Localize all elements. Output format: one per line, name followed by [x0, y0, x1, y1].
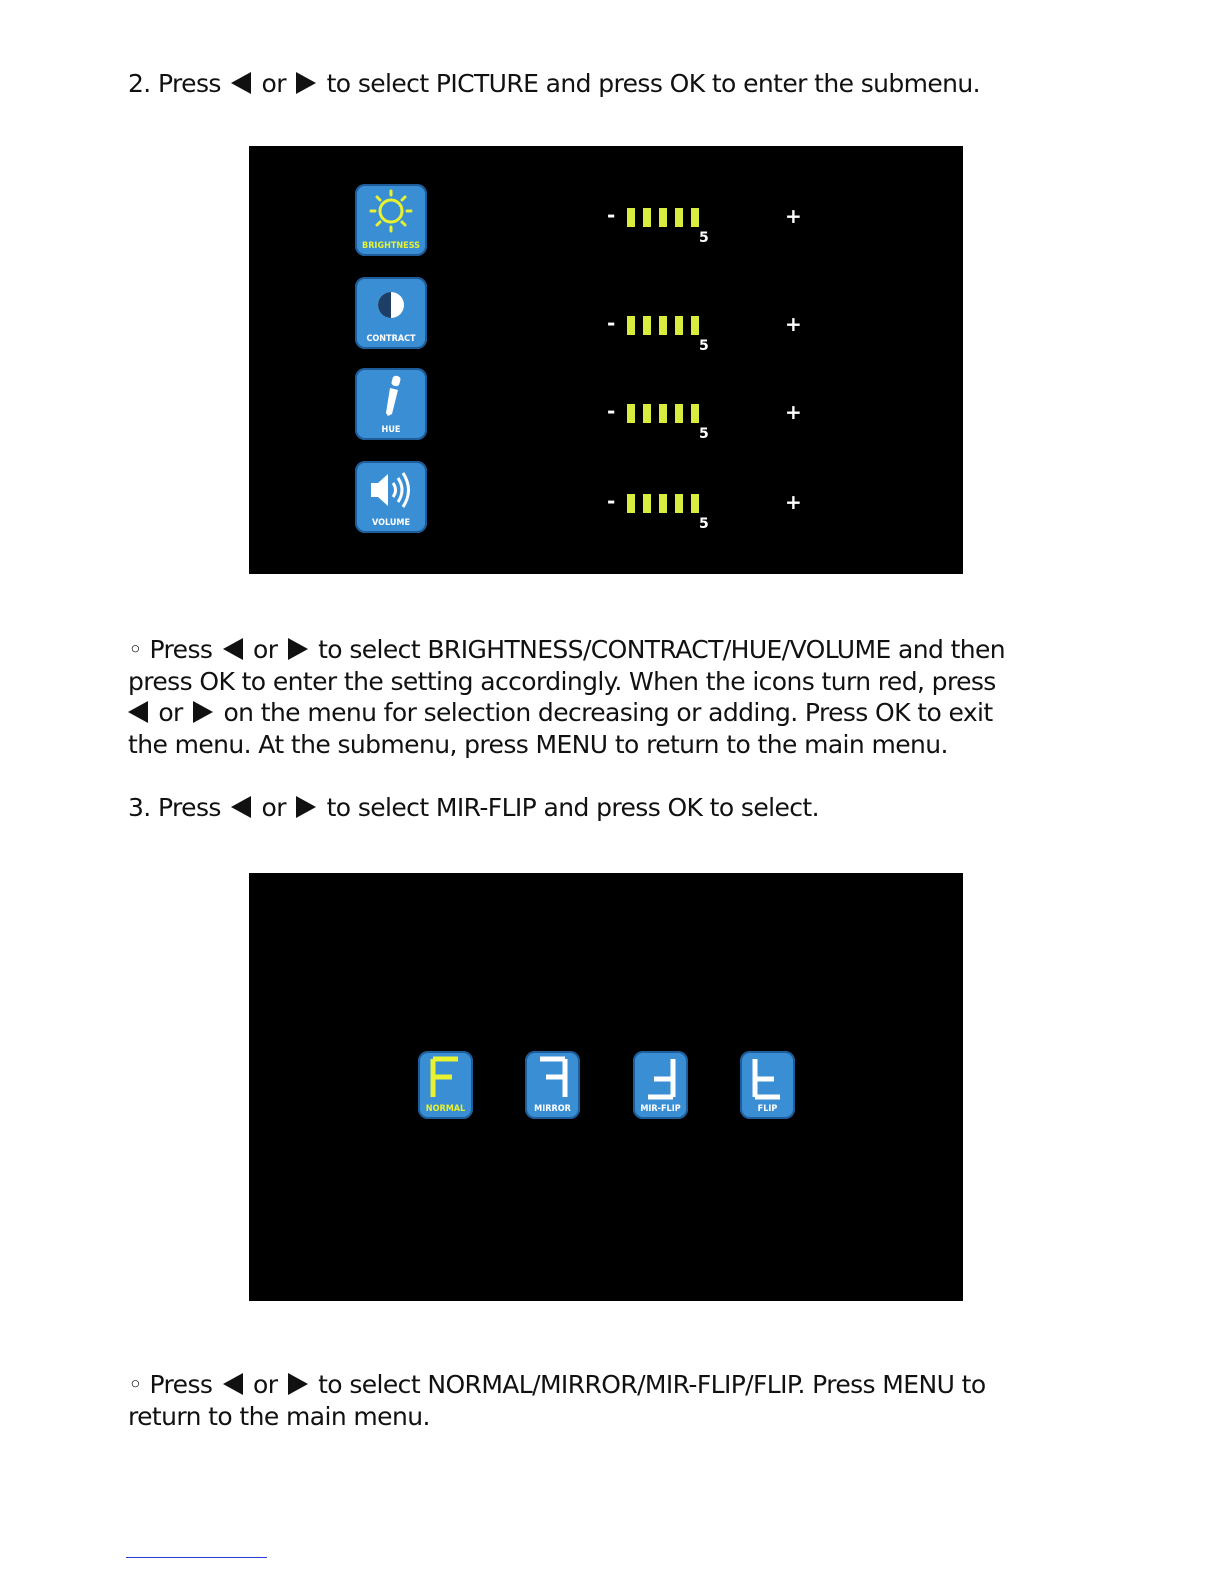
hue-tile — [355, 368, 427, 440]
hue-level-bar: - 5 + — [607, 399, 802, 442]
brightness-label: BRIGHTNESS — [362, 241, 420, 251]
normal-tile — [418, 1051, 473, 1119]
step2-instruction: 2. Press or to select PICTURE and press OK to enter the submenu. — [128, 69, 981, 98]
mirror-label: MIRROR — [534, 1104, 571, 1114]
volume-level-bar: - 5 + — [607, 489, 802, 532]
volume-level-value: 5 — [699, 516, 709, 532]
left-arrow-icon — [223, 1373, 243, 1395]
right-arrow-icon — [288, 638, 308, 660]
brightness-level-bar: - 5 + — [607, 203, 802, 246]
contract-tile — [355, 277, 427, 349]
left-arrow-icon — [223, 638, 243, 660]
flip-tile — [740, 1051, 795, 1119]
flip-f-icon — [740, 1051, 795, 1103]
dropper-icon — [355, 368, 427, 428]
brightness-tile — [355, 184, 427, 256]
mirflip-tile — [633, 1051, 688, 1119]
mirflip-f-icon — [633, 1051, 688, 1103]
picture-settings-note: ◦ Press or to select BRIGHTNESS/CONTRACT/HUE/VOLUME and then press OK to enter the setting accordingly. When the icons turn red, press or on the menu for selection decreasing or adding. Press OK to exit the menu. At the submenu, press MENU to return to the main menu. — [128, 635, 1006, 759]
left-arrow-icon — [231, 72, 251, 94]
hue-label: HUE — [381, 425, 401, 435]
sun-icon — [355, 184, 427, 244]
left-arrow-icon — [128, 701, 148, 723]
normal-f-icon — [418, 1051, 473, 1103]
right-arrow-icon — [288, 1373, 308, 1395]
hue-level-value: 5 — [699, 426, 709, 442]
mirflip-label: MIR-FLIP — [640, 1104, 681, 1114]
right-arrow-icon — [296, 796, 316, 818]
contrast-icon — [355, 277, 427, 337]
speaker-icon — [355, 461, 427, 521]
normal-label: NORMAL — [425, 1104, 466, 1114]
left-arrow-icon — [231, 796, 251, 818]
right-arrow-icon — [296, 72, 316, 94]
mirror-flip-note: ◦ Press or to select NORMAL/MIRROR/MIR-FLIP/FLIP. Press MENU to return to the main menu. — [128, 1370, 986, 1431]
footer-rule — [126, 1557, 267, 1558]
volume-tile — [355, 461, 427, 533]
contract-level-value: 5 — [699, 338, 709, 354]
mirror-tile — [525, 1051, 580, 1119]
mirror-f-icon — [525, 1051, 580, 1103]
contract-level-bar: - 5 + — [607, 311, 802, 354]
flip-label: FLIP — [757, 1104, 778, 1114]
picture-submenu-screen — [249, 146, 963, 574]
volume-label: VOLUME — [372, 518, 410, 528]
mirror-flip-screen — [249, 873, 963, 1301]
contract-label: CONTRACT — [366, 334, 416, 344]
brightness-level-value: 5 — [699, 230, 709, 246]
step3-instruction: 3. Press or to select MIR-FLIP and press OK to select. — [128, 793, 819, 822]
right-arrow-icon — [193, 701, 213, 723]
